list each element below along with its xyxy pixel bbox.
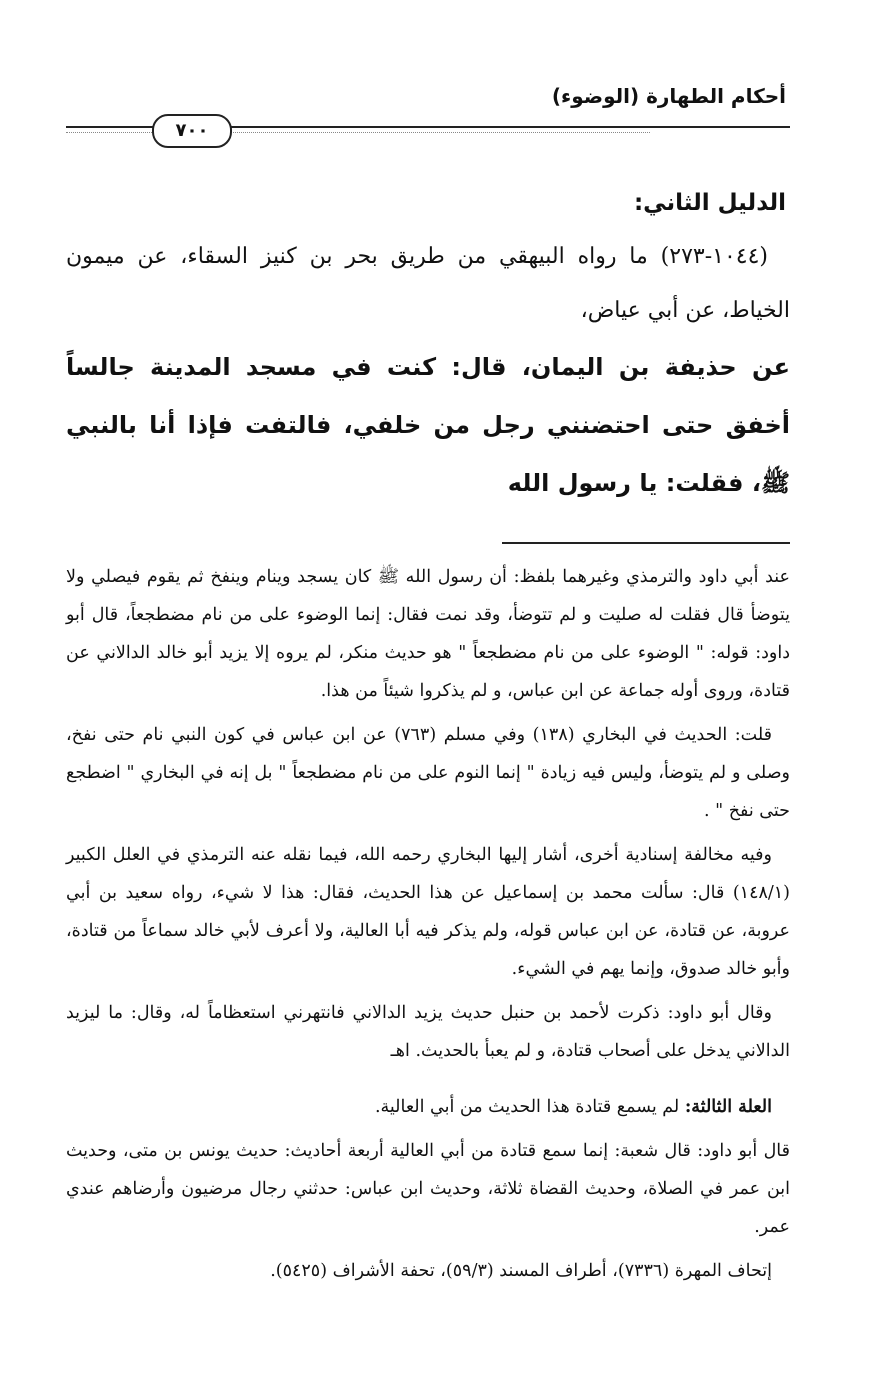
hadith-text-paragraph: عن حذيفة بن اليمان، قال: كنت في مسجد المدينة جالساً أخفق حتى احتضنني رجل من خلفي، فالتفت فإذا أنا بالنبي ﷺ، فقلت: يا رسول الله: [66, 353, 790, 497]
footnote-separator: [502, 542, 790, 544]
footnote-paragraph-3: وفيه مخالفة إسنادية أخرى، أشار إليها البخاري رحمه الله، فيما نقله عنه الترمذي في العلل الكبير (١٤٨/١) قال: سألت محمد بن إسماعيل عن هذا الحديث، فقال: هذا لا شيء، رواه سعيد بن أبي عروبة، عن قتادة، عن ابن عباس قوله، ولم يذكر فيه أبا العالية، ولا أعرف لأبي خالد سماعاً من قتادة، وأبو خالد صدوق، وإنما يهم في الشيء.: [66, 845, 790, 979]
third-defect-label: العلة الثالثة:: [684, 1097, 772, 1117]
running-title: أحكام الطهارة (الوضوء): [551, 84, 786, 108]
page: [66, 78, 790, 1296]
third-defect-text: لم يسمع قتادة هذا الحديث من أبي العالية.: [374, 1097, 685, 1117]
footnotes: [66, 558, 790, 1290]
footnote-paragraph-6: قال أبو داود: قال شعبة: إنما سمع قتادة من أبي العالية أربعة أحاديث: حديث يونس بن متى، وحديث ابن عمر في الصلاة، وحديث القضاة ثلاثة، وحديث ابن عباس: حدثني رجال مرضيون وأرضاهم عندي عمر.: [66, 1141, 790, 1237]
footnote-paragraph-2: قلت: الحديث في البخاري (١٣٨) وفي مسلم (٧٦٣) عن ابن عباس في كون النبي نام حتى نفخ، وصلى و لم يتوضأ، وليس فيه زيادة " إنما النوم على من نام مضطجعاً " بل إنه في البخاري " اضطجع حتى نفخ " .: [66, 725, 790, 821]
main-text: [66, 176, 790, 512]
footnote-paragraph-4: وقال أبو داود: ذكرت لأحمد بن حنبل حديث يزيد الدالاني فانتهرني استعظاماً له، وقال: ما ليزيد الدالاني يدخل على أصحاب قتادة، و لم يعبأ بالحديث. اهـ: [66, 1003, 790, 1061]
footnote-paragraph-1: عند أبي داود والترمذي وغيرهما بلفظ: أن رسول الله ﷺ كان يسجد وينام وينفخ ثم يقوم فيصلي ولا يتوضأ قال فقلت له صليت و لم تتوضأ، وقد نمت فقال: إنما الوضوء على من نام مضطجعاً، قال أبو داود: قوله: " الوضوء على من نام مضطجعاً " هو حديث منكر، لم يروه إلا يزيد أبو خالد الدالاني عن قتادة، وروى أوله جماعة عن ابن عباس، و لم يذكروا شيئاً من هذا.: [66, 567, 790, 701]
page-header: [66, 78, 790, 150]
section-heading: الدليل الثاني:: [633, 190, 786, 216]
hadith-chain-paragraph: (١٠٤٤-٢٧٣) ما رواه البيهقي من طريق بحر بن كنيز السقاء، عن ميمون الخياط، عن أبي عياض،: [66, 244, 790, 323]
footnote-references: إتحاف المهرة (٧٣٣٦)، أطراف المسند (٥٩/٣)، تحفة الأشراف (٥٤٢٥).: [270, 1261, 772, 1281]
footnote-paragraph-5: [66, 1088, 790, 1126]
page-number: ٧٠٠: [152, 114, 232, 148]
